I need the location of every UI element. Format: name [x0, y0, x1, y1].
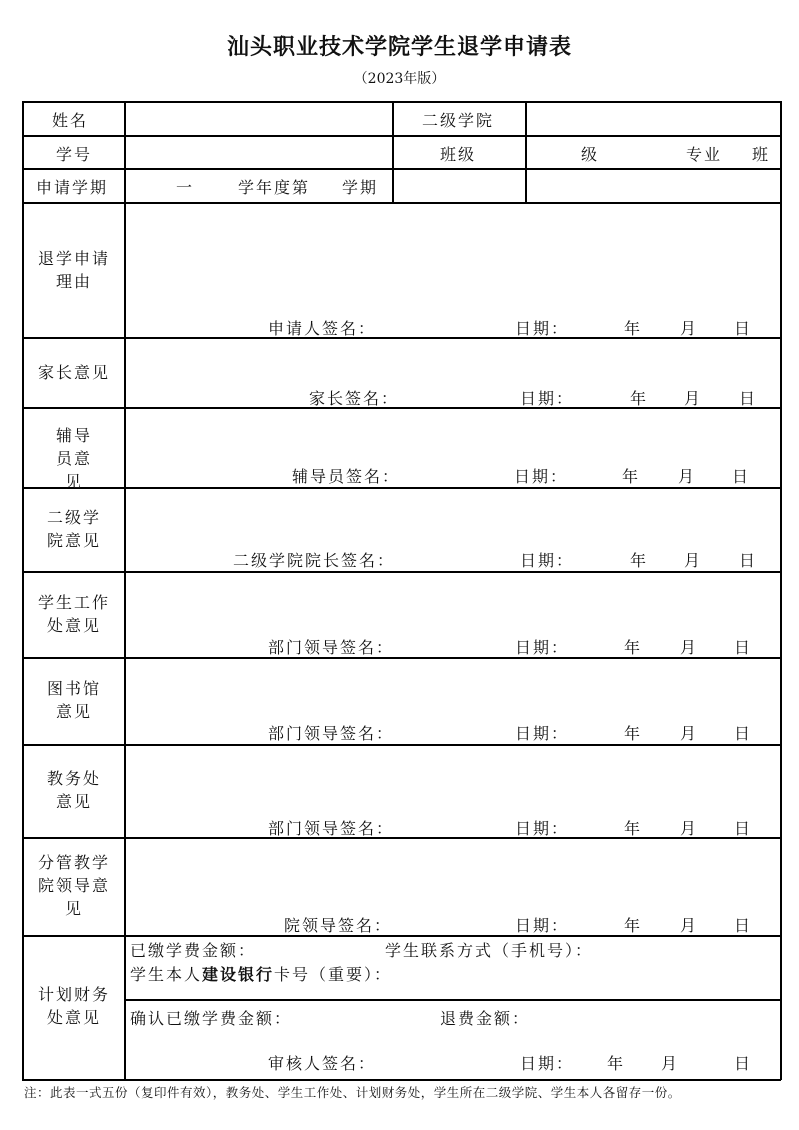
grade-suffix: 级: [581, 145, 600, 164]
academic-affairs-section-label: 教务处意见: [46, 769, 101, 811]
date-day: 日: [734, 724, 753, 743]
applicant-signature-label: 申请人签名：: [268, 319, 377, 338]
student-affairs-signature-label: 部门领导签名：: [268, 638, 395, 657]
refund-amount-label: 退费金额：: [440, 1009, 531, 1028]
date-month: 月: [680, 319, 699, 338]
finance-section-label: 计划财务处意见: [37, 985, 110, 1027]
date-month: 月: [684, 389, 703, 408]
date-day: 日: [732, 467, 751, 486]
counselor-section-label: 辅导员意见: [55, 426, 92, 491]
date-month: 月: [680, 724, 699, 743]
semester-label: 申请学期: [36, 178, 109, 197]
date-label: 日期：: [520, 389, 575, 408]
form-title: 汕头职业技术学院学生退学申请表: [226, 34, 572, 60]
date-label: 日期：: [515, 319, 570, 338]
parent-signature-label: 家长签名：: [309, 389, 400, 408]
dean-signature-label: 二级学院院长签名：: [233, 551, 396, 570]
vice-president-signature-label: 院领导签名：: [284, 916, 393, 935]
date-year: 年: [622, 467, 641, 486]
student-affairs-section-label: 学生工作处意见: [37, 593, 110, 635]
date-day: 日: [739, 389, 758, 408]
date-day: 日: [734, 638, 753, 657]
class-suffix: 班: [752, 145, 771, 164]
paid-amount-label: 已缴学费金额：: [130, 941, 257, 960]
date-year: 年: [607, 1054, 626, 1073]
academic-affairs-signature-label: 部门领导签名：: [268, 819, 395, 838]
date-year: 年: [624, 724, 643, 743]
date-day: 日: [739, 551, 758, 570]
date-year: 年: [624, 916, 643, 935]
semester-year-text: 学年度第: [238, 178, 311, 197]
counselor-signature-label: 辅导员签名：: [292, 467, 401, 486]
date-month: 月: [680, 638, 699, 657]
date-label: 日期：: [515, 819, 570, 838]
date-month: 月: [680, 819, 699, 838]
date-label: 日期：: [520, 1054, 575, 1073]
reason-section-label: 退学申请理由: [37, 249, 110, 291]
date-year: 年: [624, 819, 643, 838]
semester-term-text: 学期: [342, 178, 379, 197]
reviewer-signature-label: 审核人签名：: [268, 1054, 377, 1073]
name-label: 姓名: [52, 111, 89, 130]
date-month: 月: [680, 916, 699, 935]
date-label: 日期：: [515, 916, 570, 935]
date-day: 日: [734, 319, 753, 338]
library-section-label: 图书馆意见: [46, 679, 101, 721]
date-day: 日: [734, 819, 753, 838]
date-label: 日期：: [515, 724, 570, 743]
vice-president-section-label: 分管教学院领导意见: [37, 853, 110, 918]
form-version: （2023年版）: [353, 71, 446, 87]
date-year: 年: [624, 638, 643, 657]
semester-dash: 一: [176, 178, 195, 197]
date-label: 日期：: [520, 551, 575, 570]
contact-label: 学生联系方式（手机号）：: [385, 941, 594, 960]
date-year: 年: [630, 389, 649, 408]
confirm-paid-label: 确认已缴学费金额：: [130, 1009, 293, 1028]
library-signature-label: 部门领导签名：: [268, 724, 395, 743]
footnote: 注：此表一式五份（复印件有效），教务处、学生工作处、计划财务处，学生所在二级学院、学生本人各留存一份。: [24, 1085, 681, 1100]
date-label: 日期：: [515, 638, 570, 657]
date-year: 年: [630, 551, 649, 570]
parent-section-label: 家长意见: [37, 363, 110, 382]
date-month: 月: [678, 467, 697, 486]
major-suffix: 专业: [686, 145, 723, 164]
date-label: 日期：: [514, 467, 569, 486]
date-month: 月: [684, 551, 703, 570]
class-label: 班级: [440, 145, 477, 164]
college-section-label: 二级学院意见: [46, 508, 101, 550]
college-label: 二级学院: [422, 111, 495, 130]
date-month: 月: [661, 1054, 680, 1073]
student-id-label: 学号: [56, 145, 93, 164]
bank-card-label: 学生本人建设银行卡号（重要）：: [130, 965, 393, 984]
date-day: 日: [734, 916, 753, 935]
date-year: 年: [624, 319, 643, 338]
date-day: 日: [734, 1054, 753, 1073]
